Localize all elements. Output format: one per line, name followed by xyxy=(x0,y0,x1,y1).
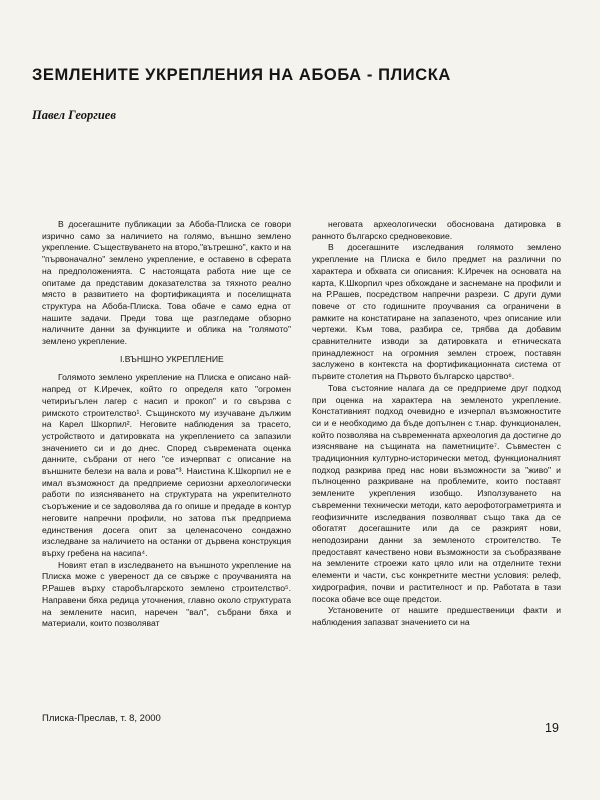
paragraph: неговата археологически обоснована датировка в ранното българско средновековие. xyxy=(312,219,561,241)
paragraph: Голямото землено укрепление на Плиска е описано най-напред от К.Иречек, който го определя като "огромен четириъгълен лагер с насип и прокоп" и го свързва с римското строителство¹. Същинското му изучаване дължим на Карел Шкорпил². Неговите наблюдения за трасето, устройството и датировката на укреплението са запазили значението си и до днес. Според съвремената оценка данните, събрани от него "се изчерпват с описание на външните белези на вала и рова"³. Наистина К.Шкорпил не е имал възможност да предприеме сериозни археологически работи по изясняването на структурата на укрепителното съоръжение и се задоволява да го опише и предаде в контур неговите напречни профили, но затова пък предприема единствения досега опит за целенасочено сондажно изследване за наличието на останки от дървена конструкция върху гребена на насипа⁴. xyxy=(42,372,291,558)
paragraph: В досегашните изследвания голямото землено укрепление на Плиска е било предмет на различни по характера и обхвата си описания: К.Иречек на основата на карта, К.Шкорпил чрез обхождане и заснемане на профили и на Р.Рашев, посредством напречни разрези. С други думи повече от сто годишните проучвания са ограничени в рамките на констатиране на запазеното, чрез описание или чертежи. Към това, разбира се, трябва да добавим сравнителните изводи за датировката и етническата принадлежност на огромния землен строеж, поставян заслужено в контекста на фортификационната система от първите столетия на Първото българско царство⁶. xyxy=(312,242,561,382)
paragraph: В досегашните публикации за Абоба-Плиска се говори изрично само за наличието на голямо, външно землено укрепление. Съществуването на второ,"вътрешно", както и на "първоначално" землено укрепление, е оставено в сферата на предположенията. С настоящата работа ние ще се опитаме да представим доказателства за тяхното реално място в развитието на фортификацията и поселищната структура на Абоба-Плиска. Това обаче е само една от нашите задачи. Преди това ще разгледаме обзорно наличните данни за функциите и облика на "голямото" землено укрепление. xyxy=(42,219,291,347)
paragraph: Новият етап в изследването на външното укрепление на Плиска може с увереност да се свърже с проучванията на Р.Рашев върху старобългарското землено строителство⁵. Направени бяха редица уточнения, главно около структурата на землените насип, наречен "вал", събрани бяха и материали, които позволяват xyxy=(42,559,291,629)
author-name: Павел Георгиев xyxy=(32,108,116,122)
paragraph: Установените от нашите предшественици факти и наблюдения запазват значението си на xyxy=(312,605,561,627)
article-title: ЗЕМЛЕНИТЕ УКРЕПЛЕНИЯ НА АБОБА - ПЛИСКА xyxy=(32,66,451,84)
journal-citation: Плиска-Преслав, т. 8, 2000 xyxy=(42,713,161,724)
paragraph: Това състояние налага да се предприеме друг подход при оценка на характера на земленото укрепление. Констативният подход очевидно е изчерпал възможностите си и е необходимо да бъде допълнен с т.нар. функционален, който позволява на съвременната археология да достигне до изясняване на същината на паметниците⁷. Съвместен с традиционния културно-исторически метод, функционалният подход разкрива пред нас нови възможности за "живо" и пълноценно разкриване на проблемите, които поставят землените укрепления изобщо. Използуването на съвременни технически методи, като аерофотограметрията и геофизичните изследвания позволяват също така да се обогатят досегашните или да се разкрият нови, неподозирани данни за земленото строителство. Те предоставят качествено нови възможности за съобразяване на землените строежи като цяло или на отделните техни елементи и части, със конкретните местни условия: релеф, хидрография, почви и растителност и пр. Работата в тази посока обаче все още предстои. xyxy=(312,382,561,604)
section-heading: I.ВЪНШНО УКРЕПЛЕНИЕ xyxy=(120,353,224,364)
right-column xyxy=(312,219,561,629)
page-number: 19 xyxy=(545,721,559,735)
left-column xyxy=(42,219,291,630)
